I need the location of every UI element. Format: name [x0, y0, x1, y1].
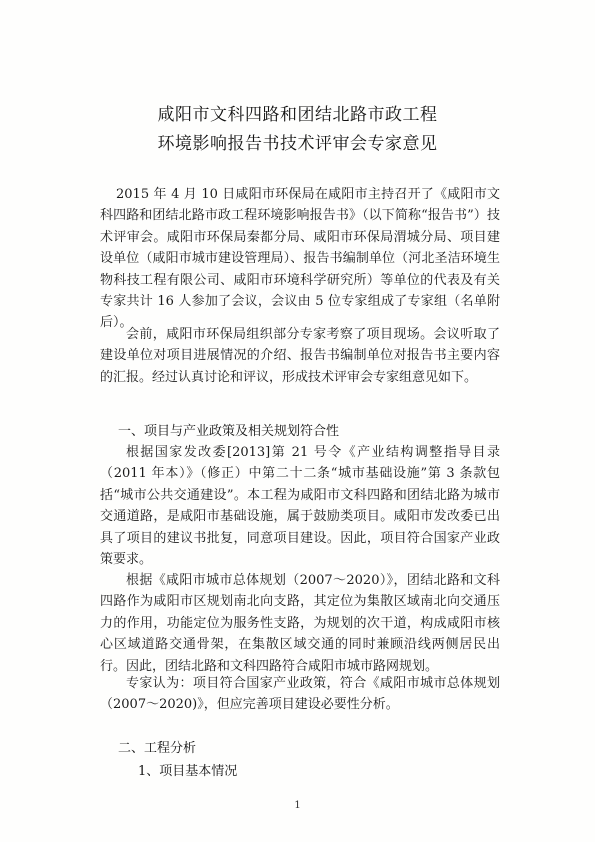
page-number: 1: [294, 800, 301, 811]
document-title-line-2: 环境影响报告书技术评审会专家意见: [157, 134, 438, 154]
meeting-paragraph: 会前，咸阳市环保局组织部分专家考察了项目现场。会议听取了建设单位对项目进展情况的介绍、报告书编制单位对报告书主要内容的汇报。经过认真讨论和评议，形成技术评审会专家组意见如下。: [100, 327, 500, 385]
section-heading-engineering: 二、工程分析: [118, 741, 197, 756]
document-title-line-1: 咸阳市文科四路和团结北路市政工程: [157, 105, 438, 125]
section-heading-policy: 一、项目与产业政策及相关规划符合性: [118, 424, 340, 439]
policy-paragraph: 根据国家发改委[2013]第 21 号令《产业结构调整指导目录（2011 年本）》（修正）中第二十二条“城市基础设施”第 3 条款包括“城市公共交通建设”。本工程为咸阳市文科四路和团结北路为城市交通道路，是咸阳市基础设施，属于鼓励类项目。咸阳市发改委已出具了项目的建议书批复，同意项目建设。因此，项目符合国家产业政策要求。: [100, 445, 500, 568]
expert-opinion-paragraph: 专家认为：项目符合国家产业政策，符合《咸阳市城市总体规划（2007～2020)》，但应完善项目建设必要性分析。: [100, 676, 500, 713]
intro-paragraph: 2015 年 4 月 10 日咸阳市环保局在咸阳市主持召开了《咸阳市文科四路和团结北路市政工程环境影响报告书》（以下简称“报告书”）技术评审会。咸阳市环保局秦都分局、咸阳市环保局渭城分局、项目建设单位（咸阳市城市建设管理局）、报告书编制单位（河北圣洁环境生物科技工程有限公司、咸阳市环境科学研究所）等单位的代表及有关专家共计 16 人参加了会议，会议由 5 位专家组成了专家组（名单附后）。: [100, 187, 500, 331]
planning-paragraph: 根据《咸阳市城市总体规划（2007～2020）》，团结北路和文科四路作为咸阳市区规划南北向支路，其定位为集散区域南北向交通压力的作用，功能定位为服务性支路，为规划的次干道，构成咸阳市核心区域道路交通骨架，在集散区域交通的同时兼顾沿线两侧居民出行。因此，团结北路和文科四路符合咸阳市城市路网规划。: [100, 573, 500, 674]
subsection-heading-basic-info: 1、项目基本情况: [138, 764, 238, 779]
